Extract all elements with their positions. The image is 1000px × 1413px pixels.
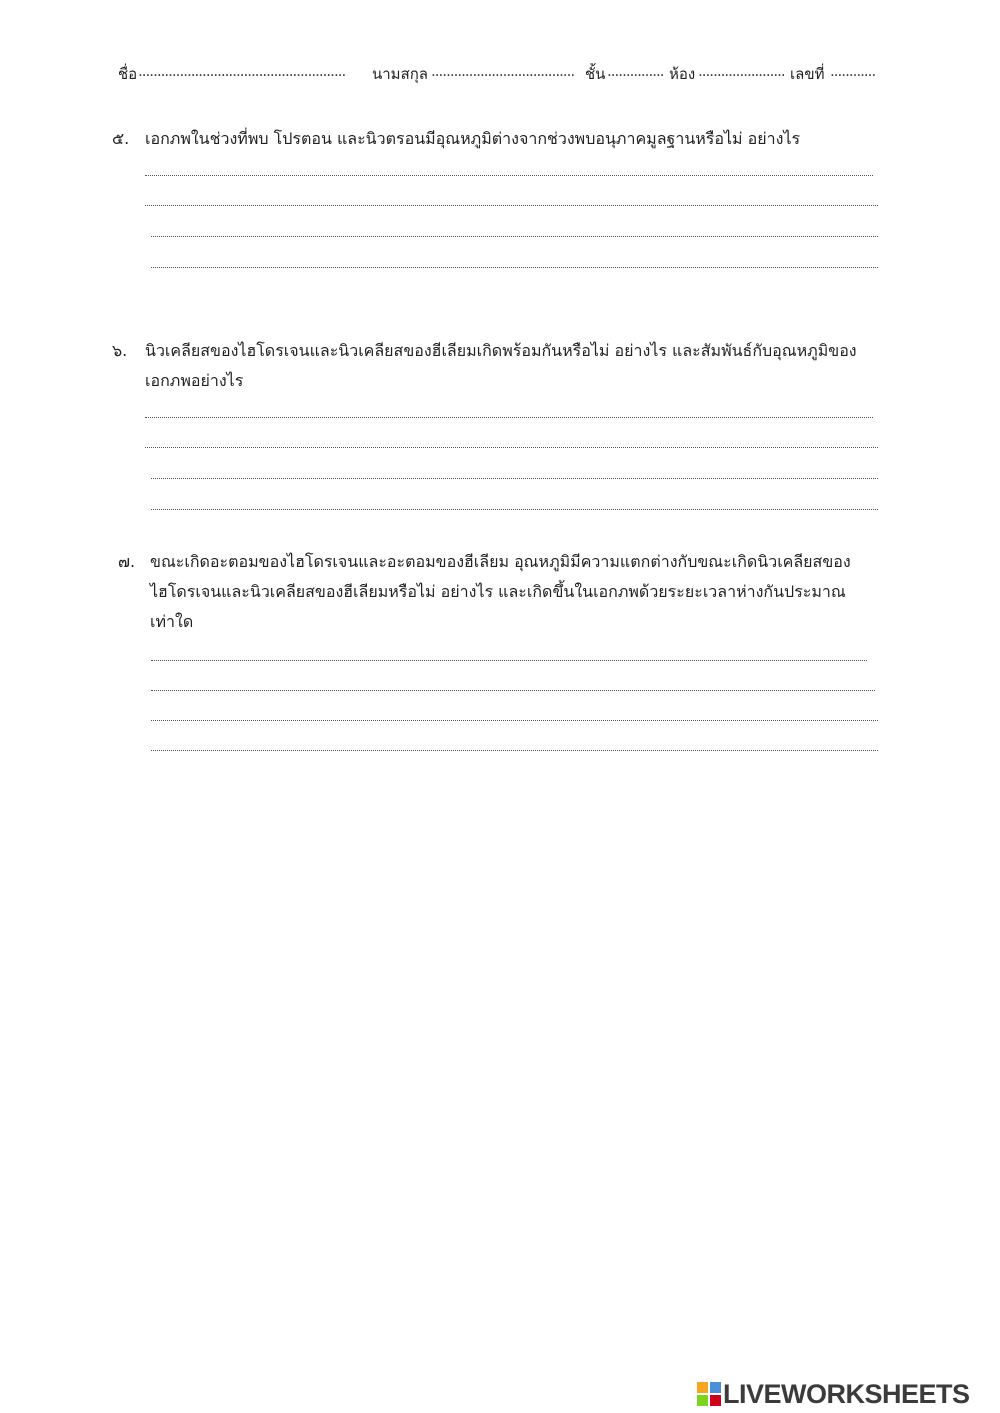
- question-7-text-line-3: เท่าใด: [150, 612, 194, 631]
- question-6-answer-line-3[interactable]: [151, 478, 878, 479]
- liveworksheets-logo-mark-icon: [697, 1382, 721, 1406]
- student-info-header: [118, 62, 880, 90]
- question-6-answer-line-4[interactable]: [151, 509, 878, 510]
- name-blank[interactable]: .......................................................: [138, 62, 346, 80]
- question-6-text-line-2: เอกภพอย่างไร: [145, 371, 244, 390]
- question-5-answer-line-4[interactable]: [151, 267, 878, 268]
- question-5-answer-line-1[interactable]: [145, 175, 873, 176]
- surname-blank[interactable]: ......................................: [431, 62, 575, 80]
- question-7-number: ๗.: [118, 552, 136, 571]
- question-5-answer-line-3[interactable]: [151, 236, 878, 237]
- question-6-number: ๖.: [112, 341, 128, 360]
- surname-label: นามสกุล: [372, 65, 428, 83]
- number-label: เลขที่: [790, 65, 825, 83]
- question-6: [112, 336, 882, 396]
- question-7-text-line-1: ขณะเกิดอะตอมของไฮโดรเจนและอะตอมของฮีเลียม อุณหภูมิมีความแตกต่างกับขณะเกิดนิวเคลียสของ: [150, 552, 851, 571]
- room-label: ห้อง: [669, 65, 696, 83]
- room-blank[interactable]: .......................: [698, 62, 785, 80]
- question-7-answer-line-2[interactable]: [151, 690, 875, 691]
- class-blank[interactable]: ...............: [607, 62, 664, 80]
- question-5-text-line-1: เอกภพในช่วงที่พบ โปรตอน และนิวตรอนมีอุณหภูมิต่างจากช่วงพบอนุภาคมูลฐานหรือไม่ อย่างไร: [145, 129, 801, 148]
- liveworksheets-logo: [697, 1379, 993, 1409]
- question-6-answer-line-1[interactable]: [145, 417, 873, 418]
- question-6-answer-line-2[interactable]: [145, 447, 878, 448]
- liveworksheets-logo-text: LIVEWORKSHEETS: [723, 1379, 970, 1409]
- question-7: [118, 547, 882, 637]
- question-6-text-line-1: นิวเคลียสของไฮโดรเจนและนิวเคลียสของฮีเลียมเกิดพร้อมกันหรือไม่ อย่างไร และสัมพันธ์กับอุณหภูมิของ: [145, 341, 857, 360]
- question-5-number: ๕.: [112, 129, 130, 148]
- class-label: ชั้น: [585, 65, 606, 83]
- question-5-answer-line-2[interactable]: [145, 205, 878, 206]
- number-blank[interactable]: ............: [830, 62, 876, 80]
- question-7-answer-line-4[interactable]: [151, 750, 878, 751]
- question-7-answer-line-1[interactable]: [151, 660, 867, 661]
- name-label: ชื่อ: [118, 65, 138, 83]
- question-7-text-line-2: ไฮโดรเจนและนิวเคลียสของฮีเลียมหรือไม่ อย่างไร และเกิดขึ้นในเอกภพด้วยระยะเวลาห่างกันประมาณ: [150, 582, 846, 601]
- question-7-answer-line-3[interactable]: [151, 720, 878, 721]
